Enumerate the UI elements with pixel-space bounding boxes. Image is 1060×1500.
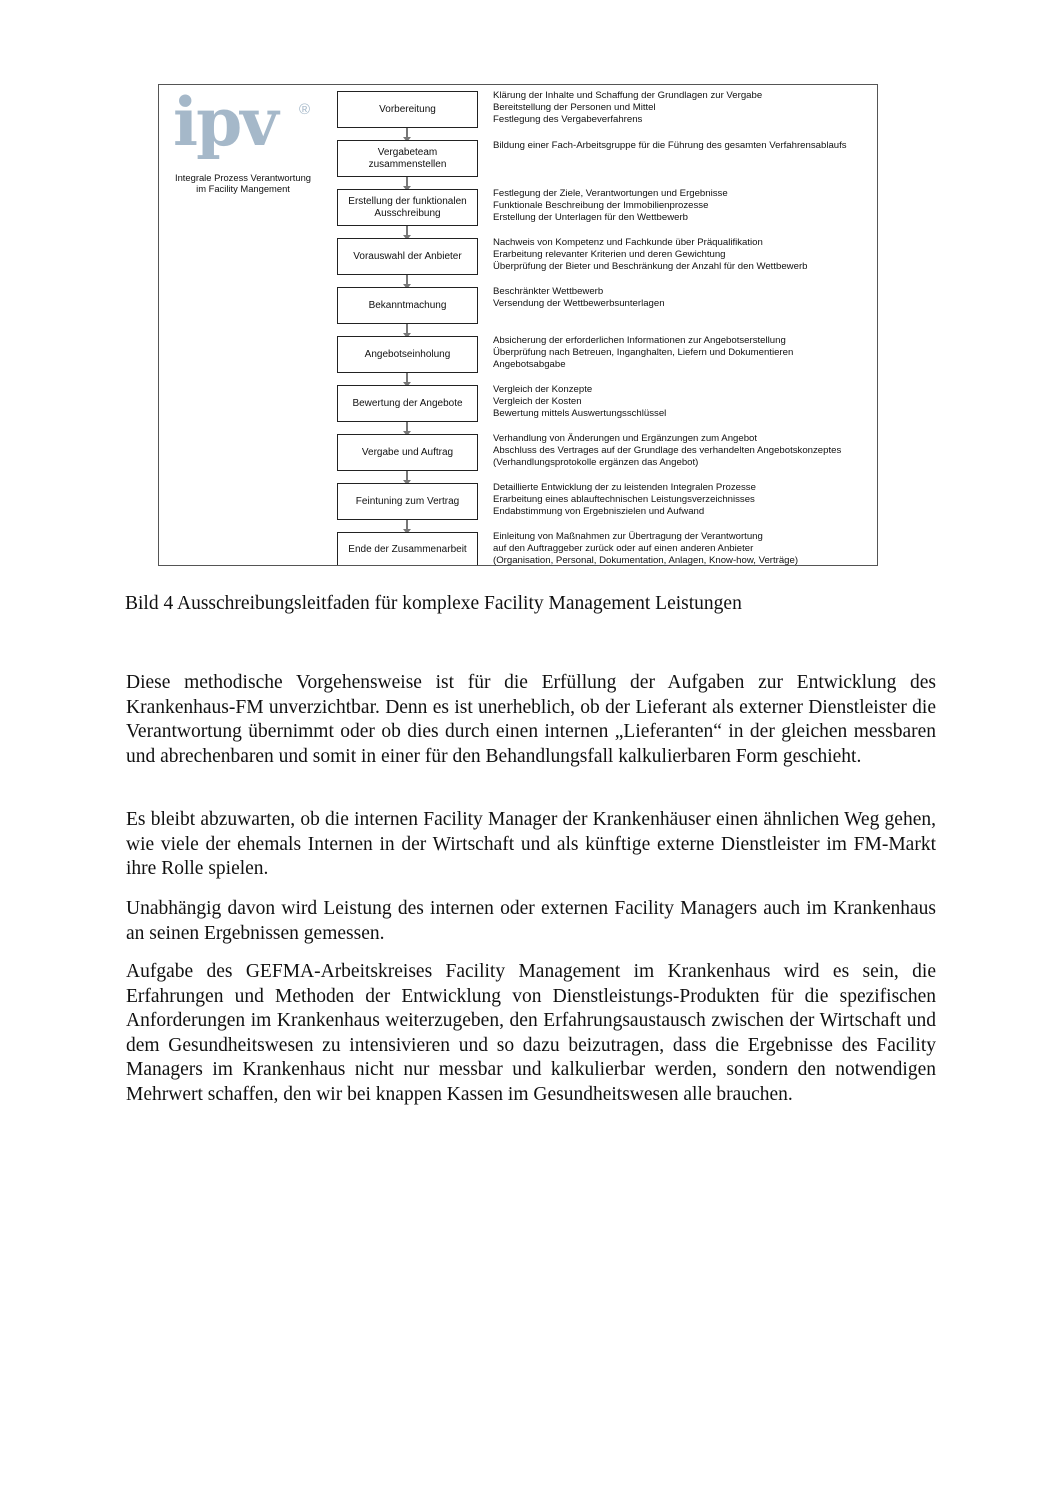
arrow-down-icon bbox=[406, 471, 408, 481]
registered-mark-icon: ® bbox=[299, 101, 311, 118]
process-step: Erstellung der funktionalen Ausschreibung bbox=[337, 189, 478, 226]
arrow-down-icon bbox=[406, 520, 408, 530]
description-line: Überprüfung der Bieter und Beschränkung der Anzahl für den Wettbewerb bbox=[493, 261, 808, 273]
step-description bbox=[493, 482, 873, 519]
arrow-down-icon bbox=[406, 226, 408, 236]
description-line: Festlegung des Vergabeverfahrens bbox=[493, 114, 643, 126]
description-line: Bereitstellung der Personen und Mittel bbox=[493, 102, 656, 114]
step-description bbox=[493, 237, 873, 274]
ipv-logo: ipv bbox=[173, 84, 277, 161]
description-line: Erarbeitung relevanter Kriterien und deren Gewichtung bbox=[493, 249, 726, 261]
description-line: Einleitung von Maßnahmen zur Übertragung der Verantwortung bbox=[493, 531, 763, 542]
description-line: Versendung der Wettbewerbsunterlagen bbox=[493, 298, 665, 310]
body-paragraph: Diese methodische Vorgehensweise ist für die Erfüllung der Aufgaben zur Entwicklung des Krankenhaus-FM unverzichtbar. Denn es ist unerheblich, ob der Lieferant als externer Dienstleister die Verantwortung übernimmt oder ob dies durch einen internen „Lieferanten“ in der gleichen messbaren und abrechenbaren und somit in einer für den Behandlungsfall kalkulierbaren Form geschieht. bbox=[126, 672, 936, 767]
description-line: Erstellung der Unterlagen für den Wettbewerb bbox=[493, 212, 689, 224]
description-line: Festlegung der Ziele, Verantwortungen und Ergebnisse bbox=[493, 188, 728, 199]
step-description bbox=[493, 286, 873, 310]
description-line: Vergleich der Kosten bbox=[493, 396, 582, 408]
process-step: Angebotseinholung bbox=[337, 336, 478, 373]
process-step: Bewertung der Angebote bbox=[337, 385, 478, 422]
body-paragraph: Es bleibt abzuwarten, ob die internen Facility Manager der Krankenhäuser einen ähnlichen Weg gehen, wie viele der ehemals Internen in der Wirtschaft und als künftige externe Dienstleister im FM-Markt ihre Rolle spielen. bbox=[126, 809, 936, 880]
description-line: Vergleich der Konzepte bbox=[493, 384, 593, 395]
description-line: Nachweis von Kompetenz und Fachkunde über Präqualifikation bbox=[493, 237, 763, 248]
step-description bbox=[493, 384, 873, 421]
process-step: Vorauswahl der Anbieter bbox=[337, 238, 478, 275]
description-line: Klärung der Inhalte und Schaffung der Grundlagen zur Vergabe bbox=[493, 90, 763, 101]
arrow-down-icon bbox=[406, 177, 408, 187]
logo-caption bbox=[159, 172, 327, 194]
description-line: Verhandlung von Änderungen und Ergänzungen zum Angebot bbox=[493, 433, 758, 444]
description-line: Funktionale Beschreibung der Immobilienprozesse bbox=[493, 200, 709, 212]
description-line: Bildung einer Fach-Arbeitsgruppe für die Führung des gesamten Verfahrensablaufs bbox=[493, 140, 847, 151]
arrow-down-icon bbox=[406, 324, 408, 334]
description-line: Überprüfung nach Betreuen, Inganghalten, Liefern und Dokumentieren bbox=[493, 347, 794, 359]
description-line: (Organisation, Personal, Dokumentation, Anlagen, Know-how, Verträge) bbox=[493, 555, 799, 566]
arrow-down-icon bbox=[406, 128, 408, 138]
step-description bbox=[493, 531, 873, 566]
description-line: Abschluss des Vertrages auf der Grundlage des verhandelten Angebotskonzeptes bbox=[493, 445, 842, 457]
description-line: Beschränkter Wettbewerb bbox=[493, 286, 604, 297]
body-paragraph: Aufgabe des GEFMA-Arbeitskreises Facility Management im Krankenhaus wird es sein, die Erfahrungen und Methoden der Entwicklung von Dienstleistungs-Produkten für die spezifischen Anforderungen im Krankenhaus weiterzugeben, den Erfahrungsaustausch zwischen der Wirtschaft und dem Gesundheitswesen zu intensivieren und so dazu beizutragen, dass die Ergebnisse des Facility Managers im Krankenhaus nicht nur messbar und kalkulierbar werden, sondern den notwendigen Mehrwert schaffen, den wir bei knappen Kassen im Gesundheitswesen alle brauchen. bbox=[126, 961, 936, 1105]
step-description bbox=[493, 433, 873, 470]
arrow-down-icon bbox=[406, 422, 408, 432]
process-step: Ende der Zusammenarbeit bbox=[337, 532, 478, 566]
process-step: Vergabe und Auftrag bbox=[337, 434, 478, 471]
arrow-down-icon bbox=[406, 275, 408, 285]
arrow-down-icon bbox=[406, 373, 408, 383]
description-line: Bewertung mittels Auswertungsschlüssel bbox=[493, 408, 667, 420]
step-description bbox=[493, 188, 873, 225]
description-line: Angebotsabgabe bbox=[493, 359, 566, 371]
logo-caption-line: im Facility Mangement bbox=[196, 183, 290, 194]
description-line: (Verhandlungsprotokolle ergänzen das Angebot) bbox=[493, 457, 699, 469]
figure-caption: Bild 4 Ausschreibungsleitfaden für komplexe Facility Management Leistungen bbox=[125, 593, 742, 614]
process-step: Vorbereitung bbox=[337, 91, 478, 128]
process-step: Vergabeteam zusammenstellen bbox=[337, 140, 478, 177]
process-step: Feintuning zum Vertrag bbox=[337, 483, 478, 520]
step-description bbox=[493, 140, 873, 152]
description-line: Erarbeitung eines ablauftechnischen Leistungsverzeichnisses bbox=[493, 494, 755, 506]
step-description bbox=[493, 90, 873, 127]
body-paragraph: Unabhängig davon wird Leistung des internen oder externen Facility Managers auch im Krankenhaus an seinen Ergebnissen gemessen. bbox=[126, 898, 936, 944]
process-step: Bekanntmachung bbox=[337, 287, 478, 324]
description-line: Endabstimmung von Ergebniszielen und Aufwand bbox=[493, 506, 705, 518]
description-line: Absicherung der erforderlichen Informationen zur Angebotserstellung bbox=[493, 335, 786, 346]
step-description bbox=[493, 335, 873, 372]
description-line: Detaillierte Entwicklung der zu leistenden Integralen Prozesse bbox=[493, 482, 756, 493]
logo-caption-line: Integrale Prozess Verantwortung bbox=[174, 172, 311, 183]
process-flow-figure bbox=[158, 84, 878, 566]
description-line: auf den Auftraggeber zurück oder auf einen anderen Anbieter bbox=[493, 543, 754, 555]
